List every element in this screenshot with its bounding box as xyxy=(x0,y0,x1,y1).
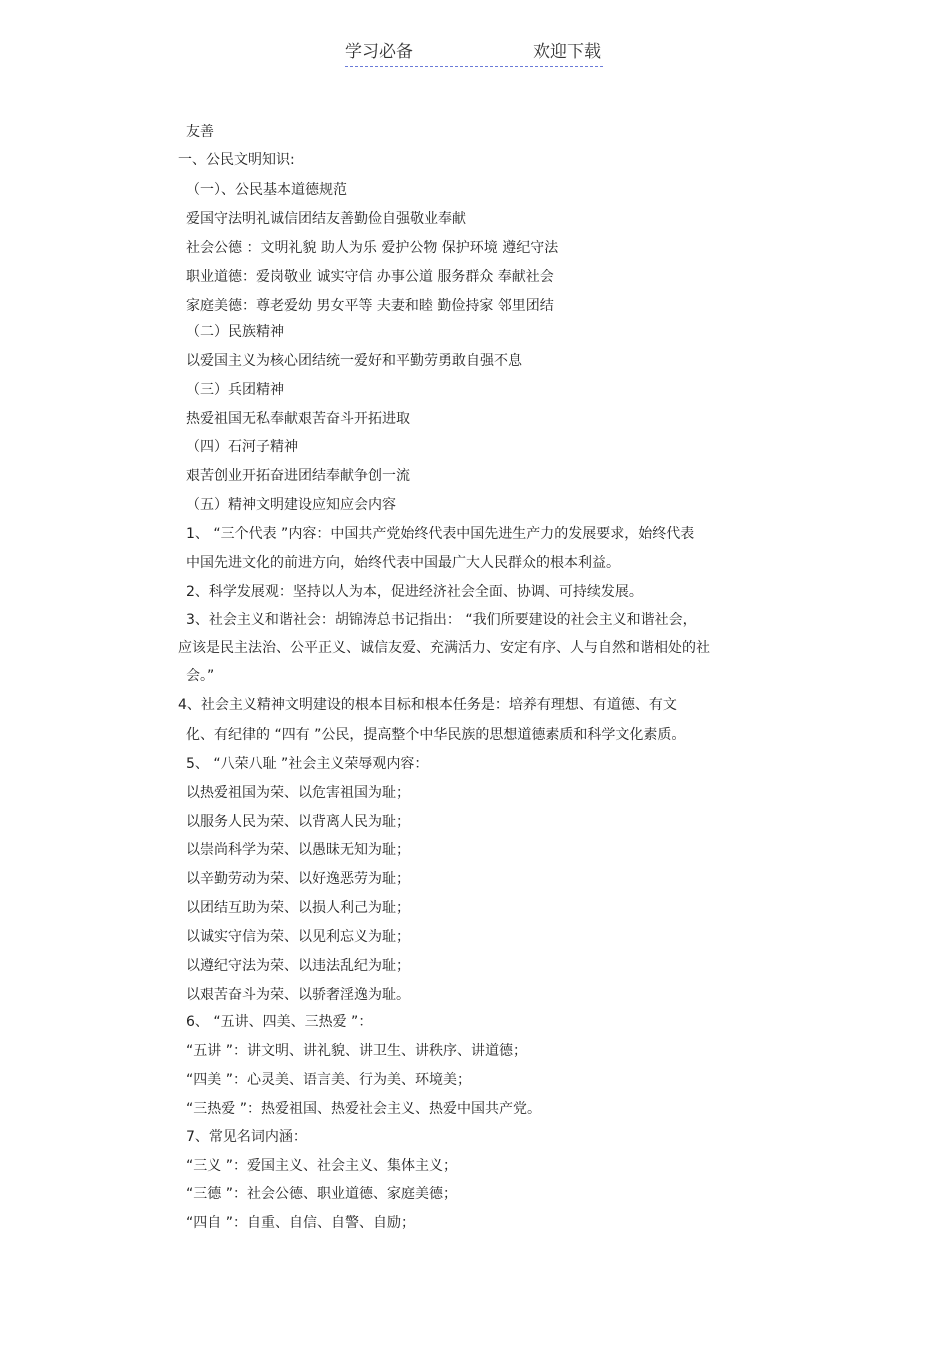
list-item: “三热爱 ”：热爱祖国、热爱社会主义、热爱中国共产党。 xyxy=(186,1101,541,1117)
text-line: 社会公德 ：文明礼貌 助人为乐 爱护公物 保护环境 遵纪守法 xyxy=(186,240,559,256)
text-line: 6、 “五讲、四美、三热爱 ”： xyxy=(186,1014,373,1030)
subheading: （一）、公民基本道德规范 xyxy=(186,182,347,198)
list-item: 以热爱祖国为荣、以危害祖国为耻； xyxy=(186,785,410,801)
text-line: 职业道德：爱岗敬业 诚实守信 办事公道 服务群众 奉献社会 xyxy=(186,269,554,285)
text-line: 家庭美德：尊老爱幼 男女平等 夫妻和睦 勤俭持家 邻里团结 xyxy=(186,298,554,314)
header-right-text: 欢迎下载 xyxy=(533,42,601,62)
subheading: （三）兵团精神 xyxy=(186,382,284,398)
list-item: “三义 ”：爱国主义、社会主义、集体主义； xyxy=(186,1158,457,1174)
subheading: （二）民族精神 xyxy=(186,324,284,340)
text-line: 5、 “八荣八耻 ”社会主义荣辱观内容： xyxy=(186,756,429,772)
text-line: 2、科学发展观：坚持以人为本，促进经济社会全面、协调、可持续发展。 xyxy=(186,584,643,600)
list-item: 以诚实守信为荣、以见利忘义为耻； xyxy=(186,929,410,945)
list-item: “四美 ”：心灵美、语言美、行为美、环境美； xyxy=(186,1072,471,1088)
list-item: 以崇尚科学为荣、以愚昧无知为耻； xyxy=(186,842,410,858)
list-item: 以艰苦奋斗为荣、以骄奢淫逸为耻。 xyxy=(186,987,410,1003)
text-line: 4、社会主义精神文明建设的根本目标和根本任务是：培养有理想、有道德、有文 xyxy=(178,697,677,713)
list-item: “五讲 ”：讲文明、讲礼貌、讲卫生、讲秩序、讲道德； xyxy=(186,1043,527,1059)
list-item: “四自 ”：自重、自信、自警、自励； xyxy=(186,1215,415,1231)
subheading: （四）石河子精神 xyxy=(186,439,298,455)
text-line: 化、有纪律的 “四有 ”公民，提高整个中华民族的思想道德素质和科学文化素质。 xyxy=(186,727,686,743)
section-title: 友善 xyxy=(186,124,214,140)
list-item: 以辛勤劳动为荣、以好逸恶劳为耻； xyxy=(186,871,410,887)
text-line: 会。” xyxy=(186,668,215,684)
text-line: 艰苦创业开拓奋进团结奉献争创一流 xyxy=(186,468,410,484)
text-line: 3、社会主义和谐社会：胡锦涛总书记指出： “我们所要建设的社会主义和谐社会， xyxy=(186,612,697,628)
text-line: 中国先进文化的前进方向，始终代表中国最广大人民群众的根本利益。 xyxy=(186,555,620,571)
text-line: 应该是民主法治、公平正义、诚信友爱、充满活力、安定有序、人与自然和谐相处的社 xyxy=(178,640,710,656)
heading-1: 一、公民文明知识: xyxy=(178,152,295,168)
header-left-text: 学习必备 xyxy=(345,42,413,62)
text-line: 1、 “三个代表 ”内容：中国共产党始终代表中国先进生产力的发展要求，始终代表 xyxy=(186,526,695,542)
page-header xyxy=(345,40,603,67)
list-item: “三德 ”：社会公德、职业道德、家庭美德； xyxy=(186,1186,457,1202)
text-line: 7、常见名词内涵： xyxy=(186,1129,307,1145)
text-line: 热爱祖国无私奉献艰苦奋斗开拓进取 xyxy=(186,411,410,427)
text-line: 爱国守法明礼诚信团结友善勤俭自强敬业奉献 xyxy=(186,211,466,227)
list-item: 以遵纪守法为荣、以违法乱纪为耻； xyxy=(186,958,410,974)
list-item: 以团结互助为荣、以损人利己为耻； xyxy=(186,900,410,916)
text-line: 以爱国主义为核心团结统一爱好和平勤劳勇敢自强不息 xyxy=(186,353,522,369)
subheading: （五）精神文明建设应知应会内容 xyxy=(186,497,396,513)
list-item: 以服务人民为荣、以背离人民为耻； xyxy=(186,814,410,830)
